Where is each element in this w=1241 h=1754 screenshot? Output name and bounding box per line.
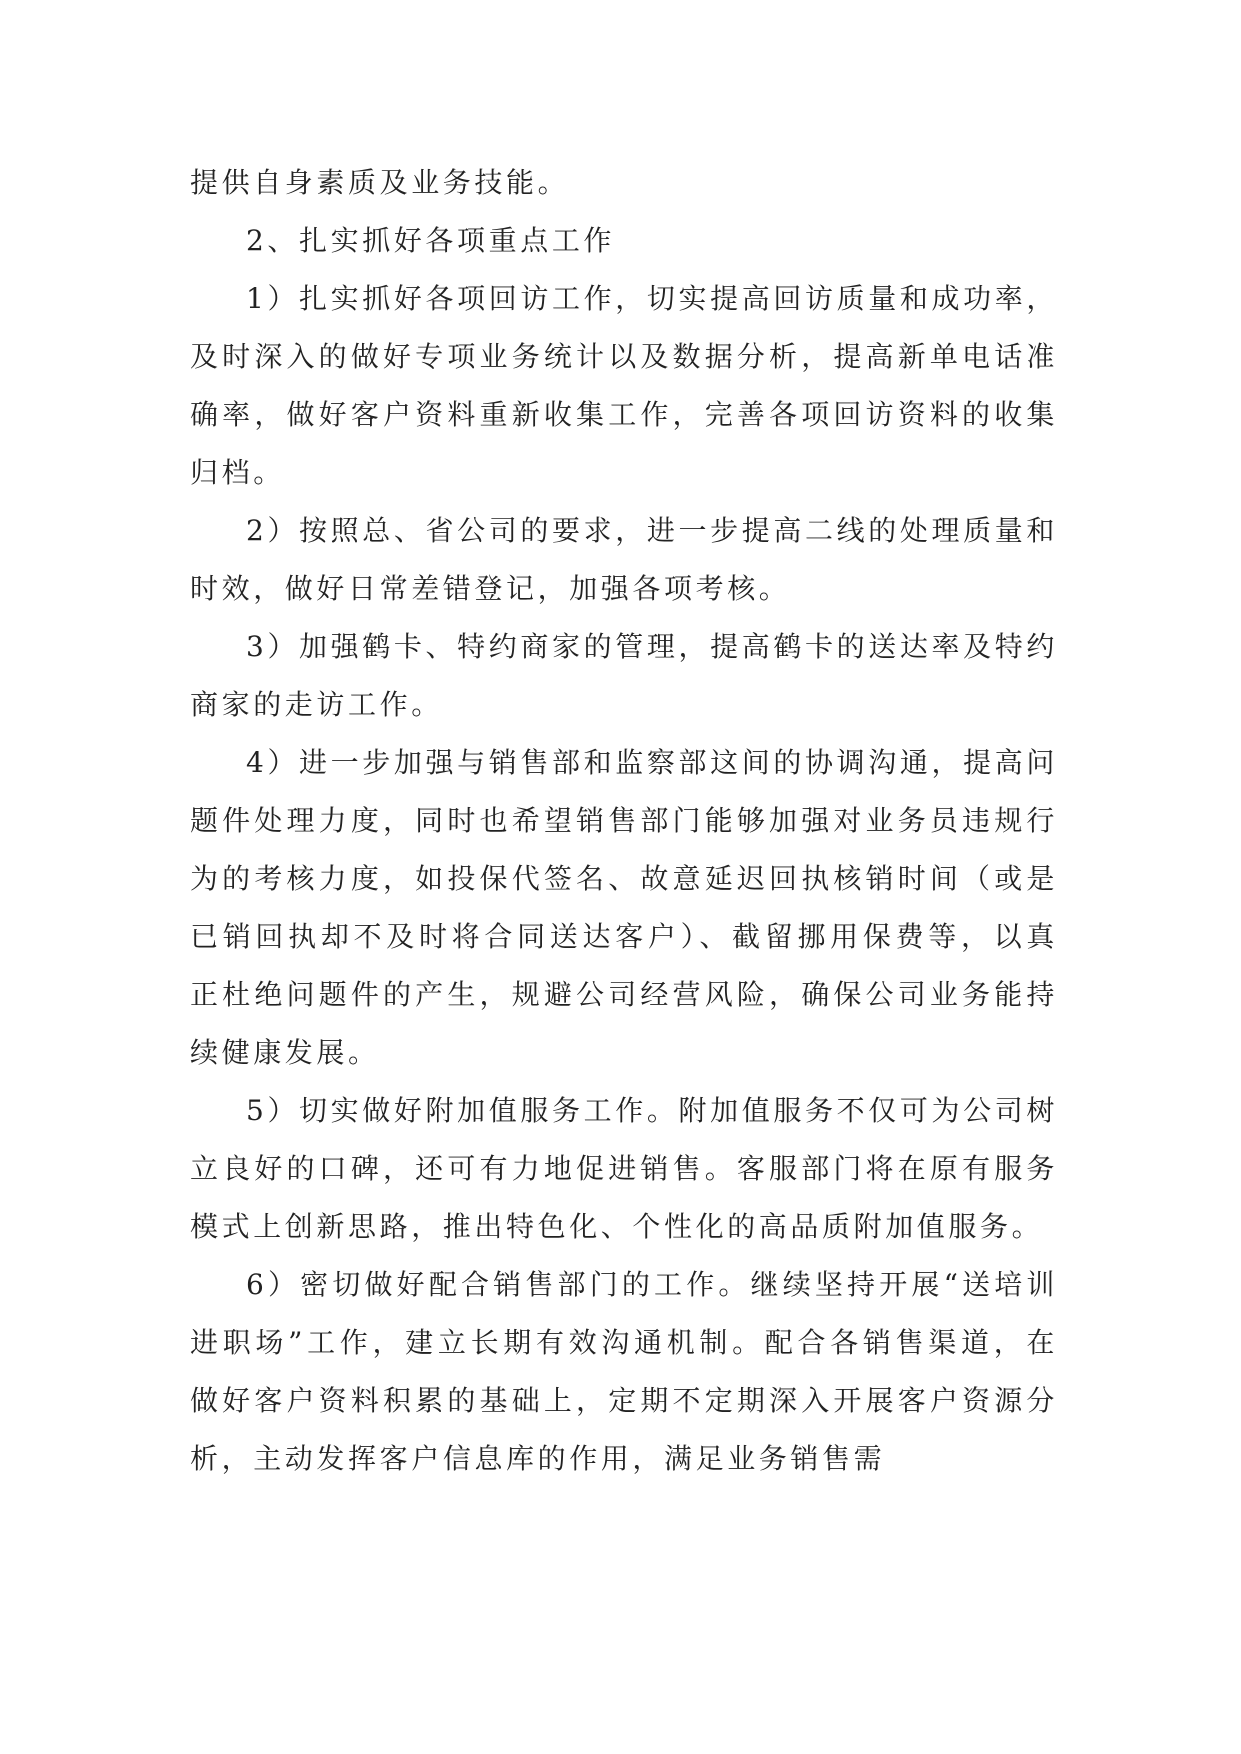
paragraph-item-6: 6）密切做好配合销售部门的工作。继续坚持开展“送培训进职场”工作，建立长期有效沟通机制。配合各销售渠道，在做好客户资料积累的基础上，定期不定期深入开展客户资源分析，主动发挥客户信息库的作用，满足业务销售需 [190,1268,1058,1475]
paragraph-item-1: 1）扎实抓好各项回访工作，切实提高回访质量和成功率，及时深入的做好专项业务统计以及数据分析，提高新单电话准确率，做好客户资料重新收集工作，完善各项回访资料的收集归档。 [190,282,1058,489]
document-body [190,154,1058,1488]
section-heading: 2、扎实抓好各项重点工作 [246,224,616,257]
paragraph-continuation: 提供自身素质及业务技能。 [190,166,570,199]
paragraph-item-5: 5）切实做好附加值服务工作。附加值服务不仅可为公司树立良好的口碑，还可有力地促进销售。客服部门将在原有服务模式上创新思路，推出特色化、个性化的高品质附加值服务。 [190,1094,1058,1243]
paragraph-item-3: 3）加强鹤卡、特约商家的管理，提高鹤卡的送达率及特约商家的走访工作。 [190,630,1058,721]
paragraph-item-4: 4）进一步加强与销售部和监察部这间的协调沟通，提高问题件处理力度，同时也希望销售部门能够加强对业务员违规行为的考核力度，如投保代签名、故意延迟回执核销时间（或是已销回执却不及时将合同送达客户）、截留挪用保费等，以真正杜绝问题件的产生，规避公司经营风险，确保公司业务能持续健康发展。 [190,746,1058,1069]
paragraph-item-2: 2）按照总、省公司的要求，进一步提高二线的处理质量和时效，做好日常差错登记，加强各项考核。 [190,514,1058,605]
